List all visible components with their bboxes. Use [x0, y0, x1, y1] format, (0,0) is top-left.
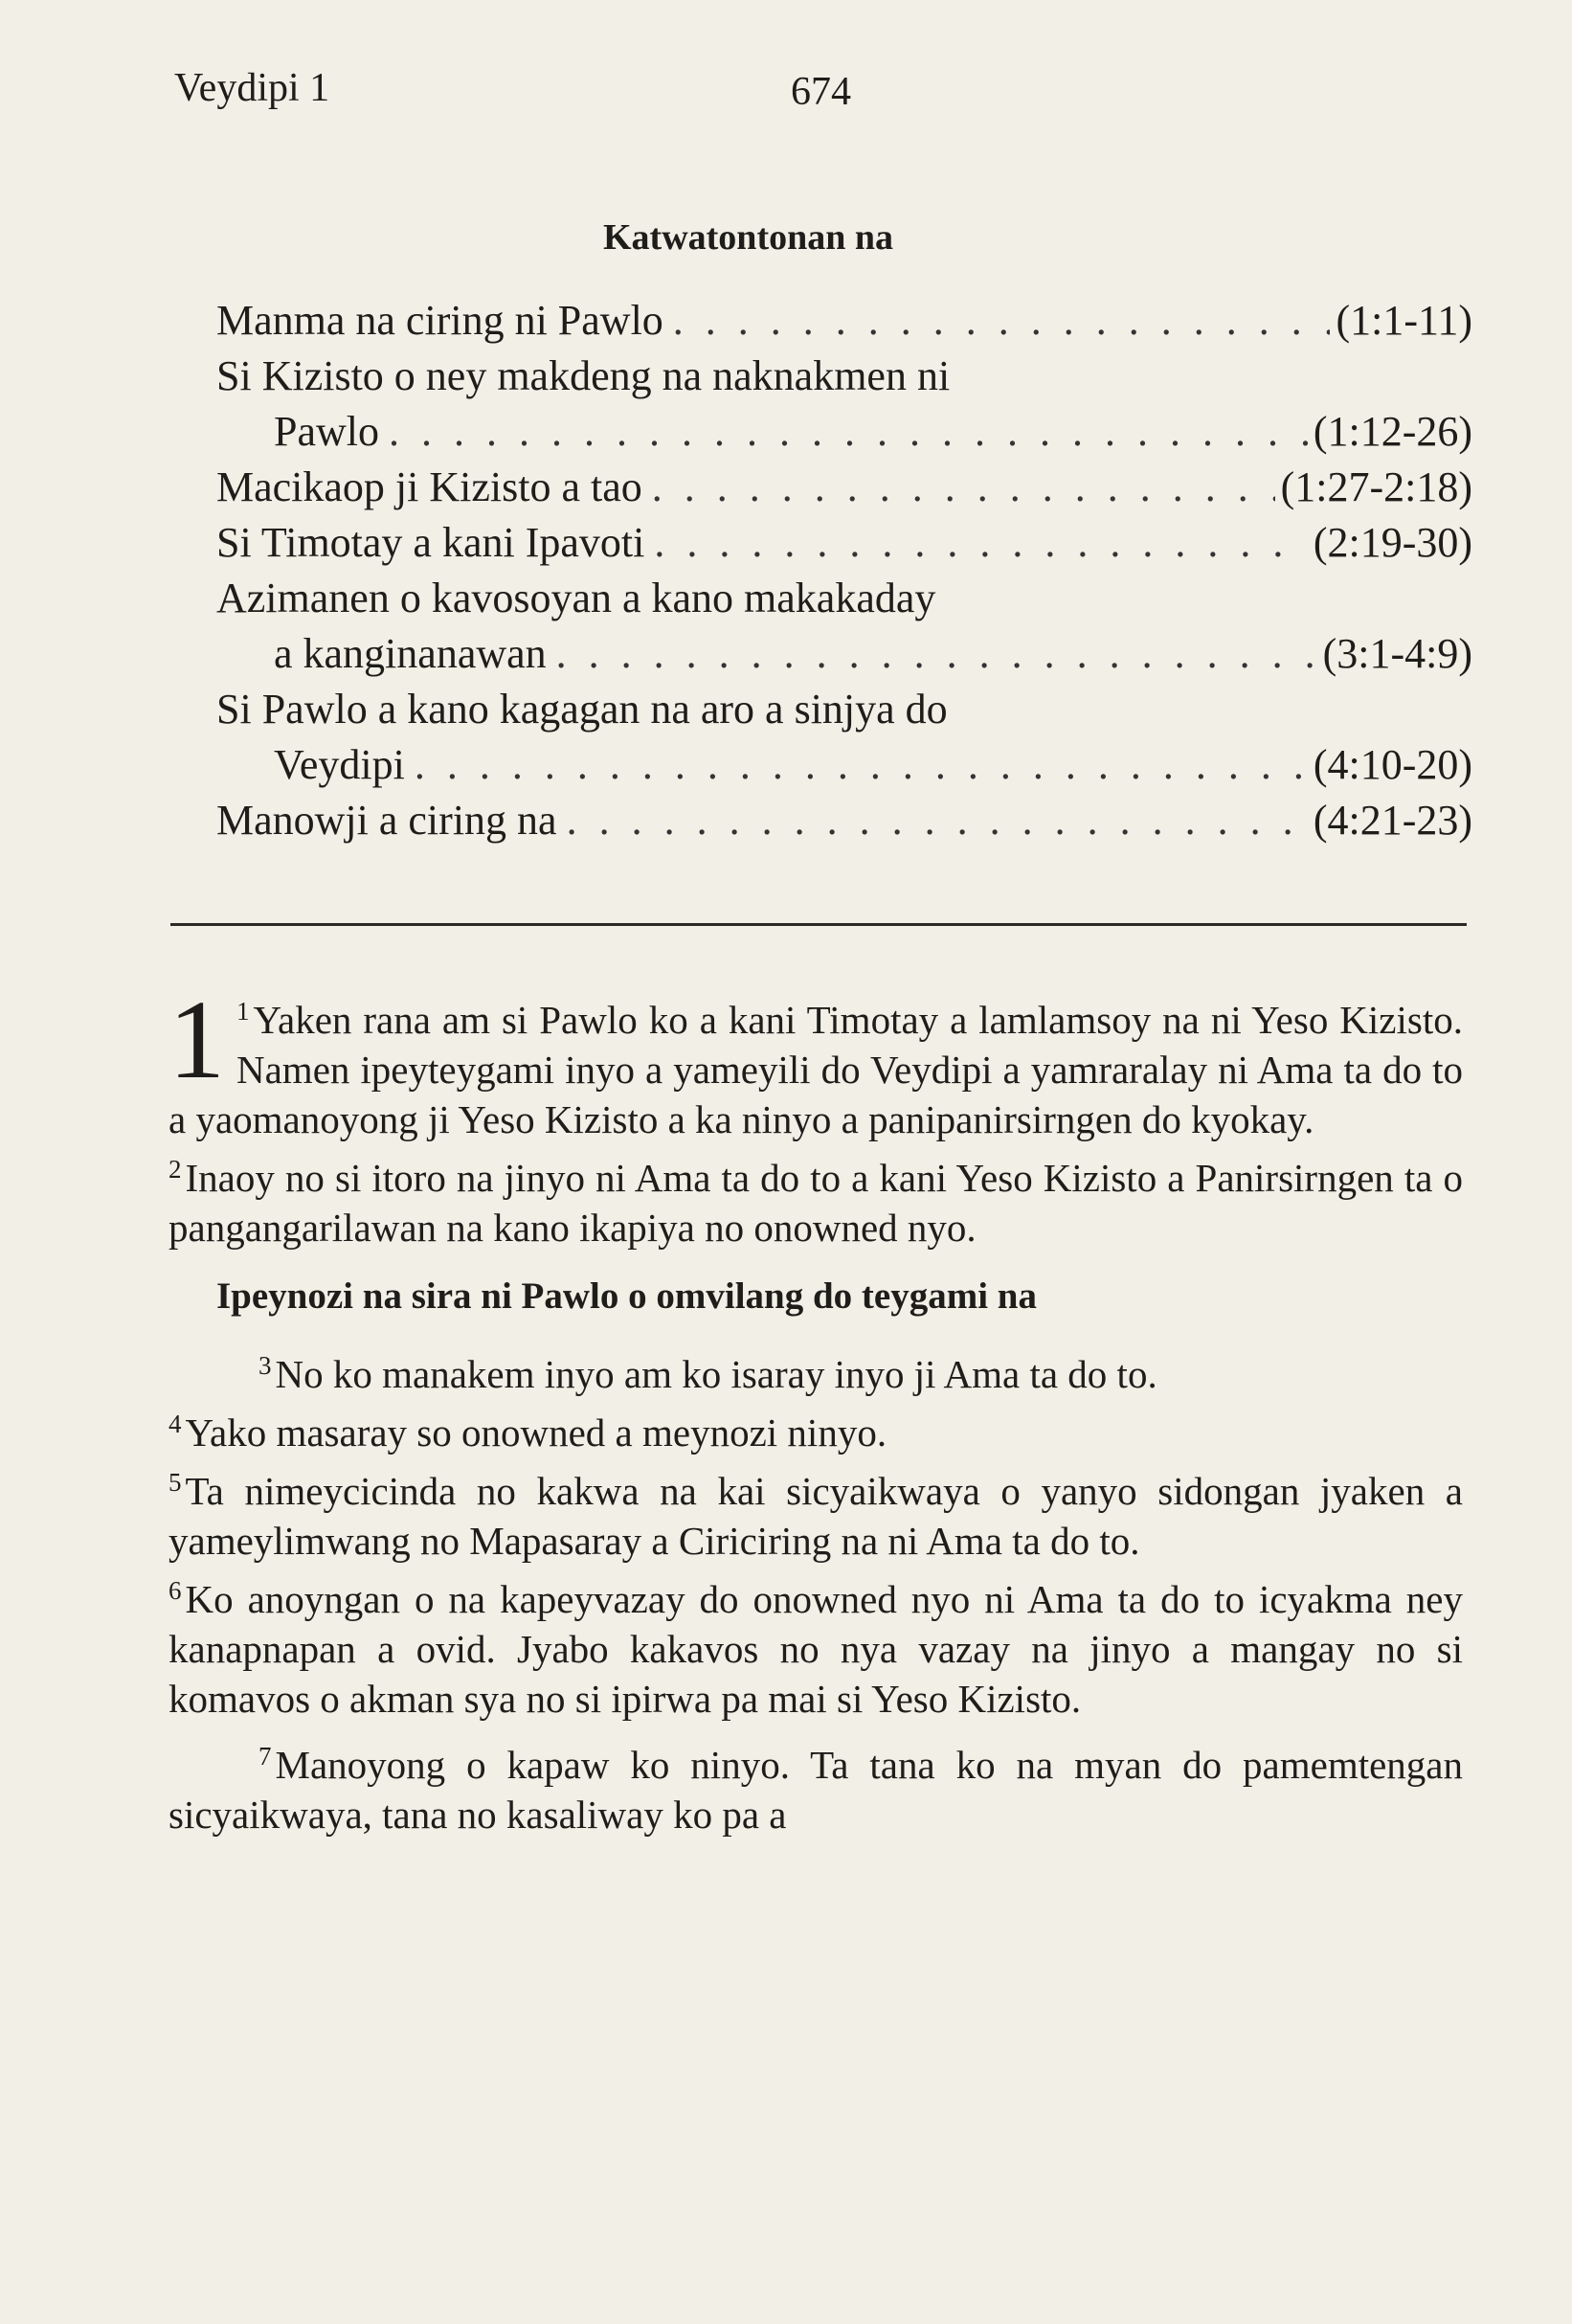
verse-text: Ko anoyngan o na kapeyvazay do onowned nyo ni Ama ta do to icyakma ney kanapnapan a ovid. Jyabo kakavos no nya vazay na jinyo a mangay no si komavos o akman sya no si ipirwa pa mai si Yeso Kizisto.	[168, 1577, 1463, 1721]
outline-entry-text: Si Timotay a kani Ipavoti	[216, 519, 645, 566]
outline-entry	[216, 460, 1472, 515]
verse-number: 6	[168, 1576, 182, 1605]
verse-text: Yako masaray so onowned a meynozi ninyo.	[185, 1410, 887, 1455]
outline-entry-ref: (2:19-30)	[1313, 519, 1472, 566]
outline-entry-text: Si Pawlo a kano kagagan na aro a sinjya do	[216, 686, 948, 733]
verse-text: Inaoy no si itoro na jinyo ni Ama ta do to a kani Yeso Kizisto a Panirsirngen ta o pangangarilawan na kano ikapiya no onowned nyo.	[168, 1156, 1463, 1250]
verse-number: 2	[168, 1155, 182, 1184]
leader-dots	[547, 626, 1317, 682]
outline-list	[216, 293, 1472, 848]
leader-dots	[644, 515, 1307, 571]
leader-dots	[642, 460, 1275, 515]
verse-text: Ta nimeycicinda no kakwa na kai sicyaikwaya o yanyo sidongan jyaken a yameylimwang no Mapasaray a Ciriciring na ni Ama ta do to.	[168, 1469, 1463, 1563]
verse-paragraph	[168, 1144, 1463, 1252]
verse-paragraph	[168, 977, 1463, 1144]
chapter-number: 1	[168, 977, 225, 1102]
verse-text: Manoyong o kapaw ko ninyo. Ta tana ko na myan do pamemtengan sicyaikwaya, tana no kasaliway ko pa a	[168, 1743, 1463, 1837]
verse-number: 5	[168, 1468, 182, 1497]
outline-entry-text-cont: a kanginanawan	[274, 630, 547, 677]
outline-entry-ref: (1:12-26)	[1313, 408, 1472, 455]
outline-entry-text: Si Kizisto o ney makdeng na naknakmen ni	[216, 352, 951, 399]
outline-entry	[216, 793, 1472, 848]
section-divider	[170, 923, 1467, 926]
verse-text: Yaken rana am si Pawlo ko a kani Timotay a lamlamsoy na ni Yeso Kizisto. Namen ipeyteygami inyo a yameyili do Veydipi a yamraralay ni Ama ta do to a yaomanoyong ji Yeso Kizisto a ka ninyo a panipanirsirngen do kyokay.	[168, 998, 1463, 1141]
verse-number: 7	[258, 1742, 272, 1771]
outline-entry-text-cont: Veydipi	[274, 741, 405, 788]
outline-entry	[216, 293, 1472, 349]
page-number: 674	[791, 70, 851, 114]
outline-entry	[216, 682, 1472, 793]
outline-title: Katwatontonan na	[603, 217, 893, 258]
leader-dots	[663, 293, 1331, 349]
leader-dots	[379, 404, 1308, 460]
outline-entry-ref: (1:1-11)	[1336, 297, 1472, 344]
outline-entry	[216, 349, 1472, 460]
verse-text: No ko manakem inyo am ko isaray inyo ji Ama ta do to.	[275, 1352, 1157, 1396]
verse-paragraph	[168, 1399, 1463, 1457]
outline-entry-text: Manma na ciring ni Pawlo	[216, 297, 663, 344]
verse-paragraph	[168, 1341, 1463, 1399]
outline-entry-ref: (4:21-23)	[1313, 797, 1472, 844]
outline-entry-ref: (1:27-2:18)	[1280, 463, 1472, 510]
outline-entry-text-cont: Pawlo	[274, 408, 379, 455]
outline-entry-text: Manowji a ciring na	[216, 797, 557, 844]
outline-entry-text: Macikaop ji Kizisto a tao	[216, 463, 642, 510]
outline-entry-ref: (3:1-4:9)	[1322, 630, 1472, 677]
leader-dots	[557, 793, 1308, 848]
verse-number: 4	[168, 1410, 182, 1438]
verse-number: 1	[236, 997, 250, 1026]
outline-entry	[216, 515, 1472, 571]
chapter-body	[168, 977, 1463, 1839]
outline-entry	[216, 571, 1472, 682]
outline-entry-ref: (4:10-20)	[1313, 741, 1472, 788]
verse-paragraph	[168, 1566, 1463, 1724]
verse-number: 3	[258, 1351, 272, 1380]
section-heading: Ipeynozi na sira ni Pawlo o omvilang do teygami na	[216, 1275, 1037, 1317]
running-header-book: Veydipi 1	[174, 66, 330, 110]
outline-entry-text: Azimanen o kavosoyan a kano makakaday	[216, 575, 936, 621]
leader-dots	[405, 737, 1308, 793]
verse-paragraph	[168, 1731, 1463, 1839]
verse-paragraph	[168, 1457, 1463, 1566]
